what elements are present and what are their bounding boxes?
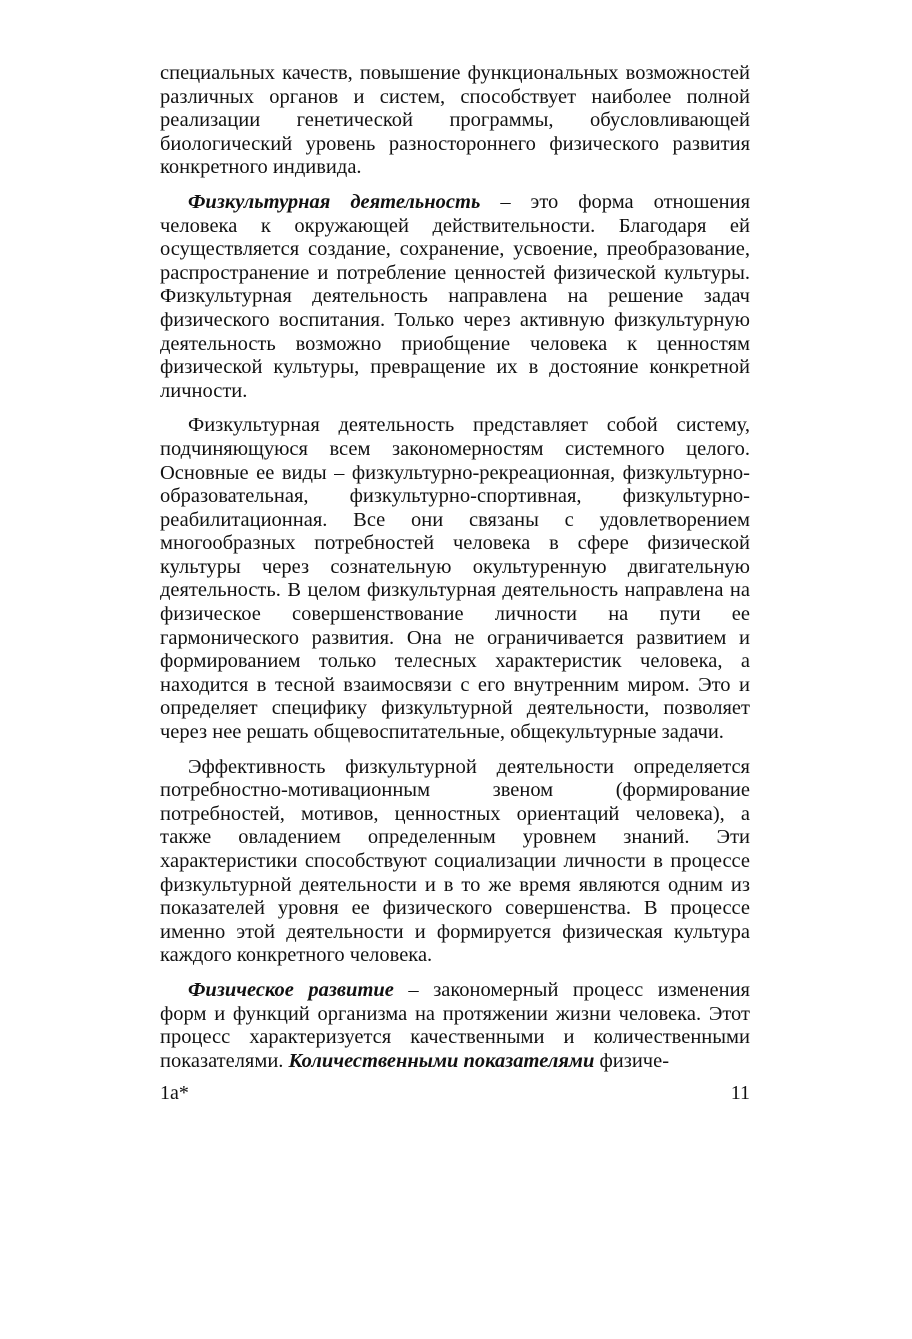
paragraph-2-text: – это форма отношения человека к окружающей действительности. Благодаря ей осуществляется создание, сохранение, усвоение, преобразование, распространение и потребление ценностей физической культуры. Физкультурная деятельность направлена на решение задач физического воспитания. Только через активную физкультурную деятельность возможно приобщение человека к ценностям физической культуры, превращение их в достояние конкретной личности. <box>160 190 751 402</box>
paragraph-5-text-end: физиче- <box>594 1049 670 1072</box>
term-quantitative-indicators: Количественными показателями <box>288 1049 595 1072</box>
term-physical-culture-activity: Физкультурная деятельность <box>188 190 481 213</box>
paragraph-4-text: Эффективность физкультурной деятельности определяется потребностно-мотивационным звеном (формирование потребностей, мотивов, ценностных ориентаций человека), а также овладением определенным уровнем знаний. Эти характеристики способствуют социализации личности в процессе физкультурной деятельности и в то же время являются одним из показателей уровня ее физического совершенства. В процессе именно этой деятельности и формируется физическая культура каждого конкретного человека. <box>160 755 750 967</box>
page-footer <box>160 1082 750 1110</box>
page-body <box>160 62 750 1084</box>
paragraph-3-text: Физкультурная деятельность представляет собой систему, подчиняющуюся всем закономерностям системного целого. Основные ее виды – физкультурно-рекреационная, физкультурно-образовательная, физкультурно-спортивная, физкультурно-реабилитационная. Все они связаны с удовлетворением многообразных потребностей человека в сфере физической культуры через сознательную окультуренную двигательную деятельность. В целом физкультурная деятельность направлена на физическое совершенствование личности на пути ее гармонического развития. Она не ограничивается развитием и формированием только телесных характеристик человека, а находится в тесной взаимосвязи с его внутренним миром. Это и определяет специфику физкультурной деятельности, позволяет через нее решать общевоспитательные, общекультурные задачи. <box>160 414 750 744</box>
paragraph-5 <box>160 979 750 1073</box>
term-physical-development: Физическое развитие <box>188 978 394 1001</box>
paragraph-5-text: – закономерный процесс изменения форм и функций организма на протяжении жизни человека. Этот процесс характеризуется качественными и количественными показателями. <box>160 978 750 1072</box>
page-number: 11 <box>730 1082 750 1104</box>
paragraph-1-text: специальных качеств, повышение функциональных возможностей различных органов и систем, способствует наиболее полной реализации генетической программы, обусловливающей биологический уровень разностороннего физического развития конкретного индивида. <box>160 62 750 179</box>
paragraph-2 <box>160 191 750 403</box>
printer-signature: 1a* <box>160 1082 189 1104</box>
paragraph-4 <box>160 756 750 968</box>
paragraph-3 <box>160 414 750 744</box>
paragraph-1 <box>160 62 750 180</box>
